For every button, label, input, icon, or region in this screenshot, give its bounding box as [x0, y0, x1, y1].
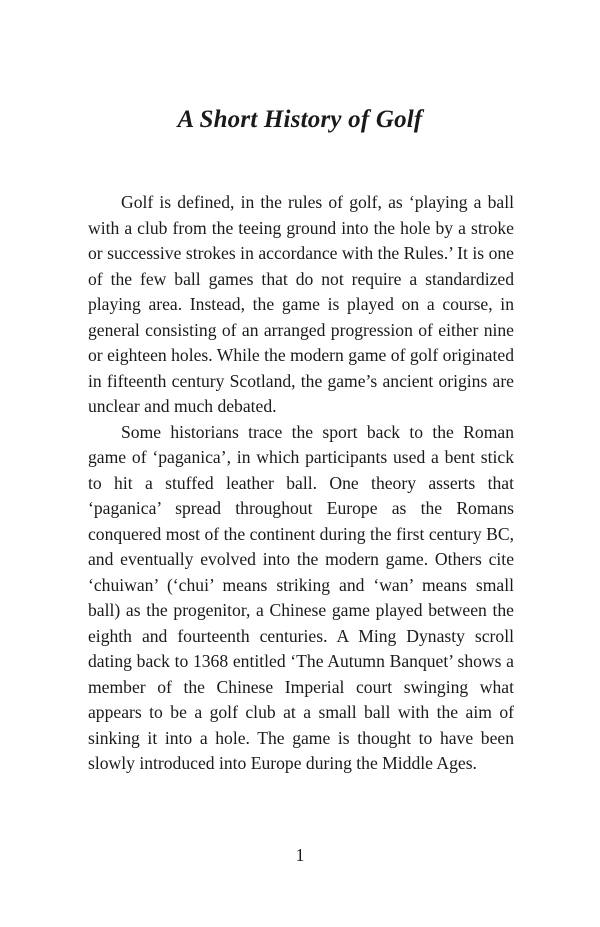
page-number: 1: [295, 845, 305, 865]
paragraph-2: Some historians trace the sport back to the Roman game of ‘paganica’, in which participants used a bent stick to hit a stuffed leather ball. One theory asserts that ‘paganica’ spread throughout Europe as the Romans conquered most of the continent during the first century BC, and eventually evolved into the modern game. Others cite ‘chuiwan’ (‘chui’ means striking and ‘wan’ means small ball) as the progenitor, a Chinese game played between the eighth and fourteenth centuries. A Ming Dynasty scroll dating back to 1368 entitled ‘The Autumn Banquet’ shows a member of the Chinese Imperial court swinging what appears to be a golf club at a small ball with the aim of sinking it into a hole. The game is thought to have been slowly introduced into Europe during the Middle Ages.: [88, 421, 514, 773]
body-text: [88, 190, 514, 777]
paragraph-1: Golf is defined, in the rules of golf, as ‘playing a ball with a club from the teeing ground into the hole by a stroke or successive strokes in accordance with the Rules.’ It is one of the few ball games that do not require a standardized playing area. Instead, the game is played on a course, in general consisting of an arranged progression of either nine or eighteen holes. While the modern game of golf originated in fifteenth century Scotland, the game’s ancient origins are unclear and much debated.: [88, 192, 514, 416]
chapter-title: A Short History of Golf: [177, 106, 423, 133]
